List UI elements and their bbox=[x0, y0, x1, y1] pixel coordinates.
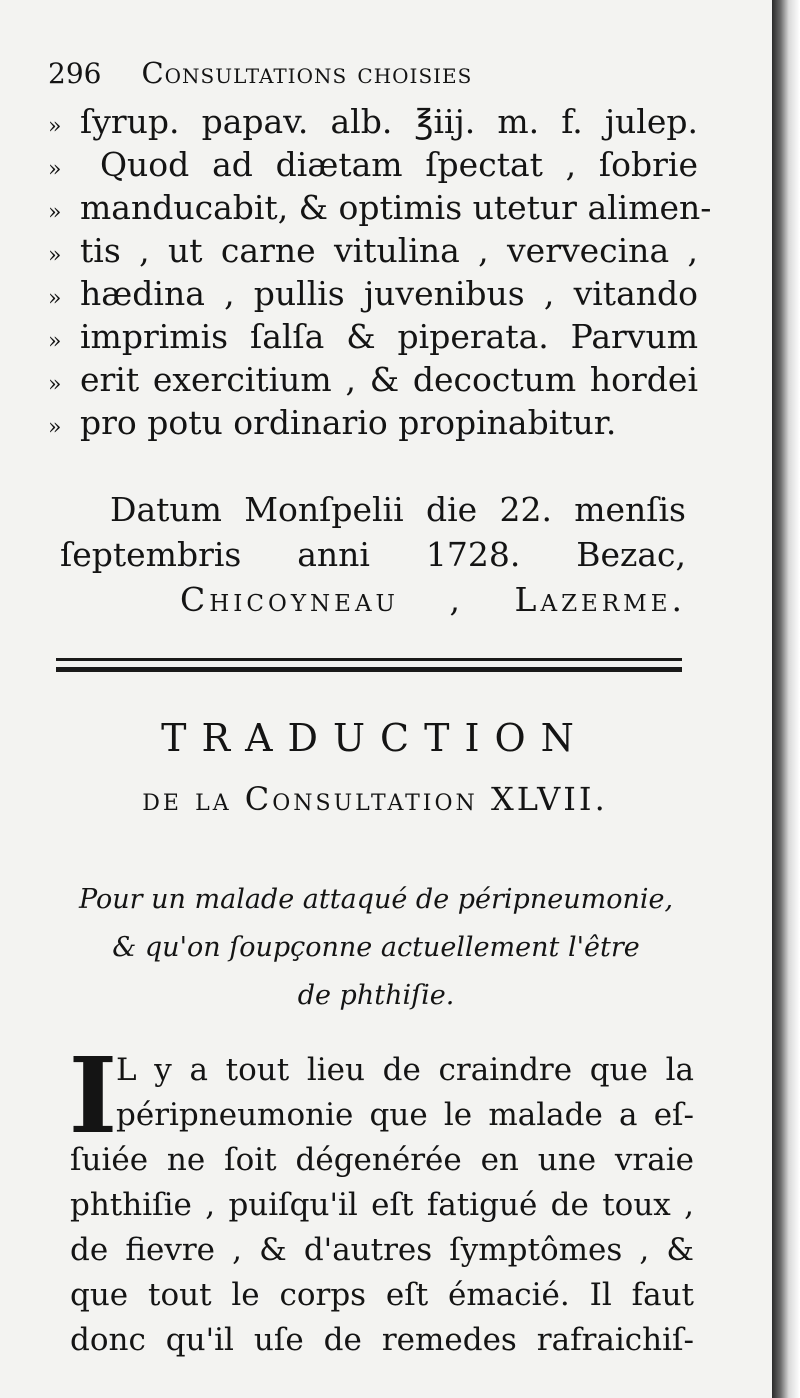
running-head: Consultations choisies bbox=[141, 56, 473, 90]
date-and-signatures bbox=[60, 488, 686, 623]
latin-prescription bbox=[48, 100, 712, 444]
date-line: ſeptembris anni 1728. Bezac, bbox=[60, 535, 686, 574]
signers-line: Chicoyneau , Lazerme. bbox=[180, 580, 686, 619]
text-line: donc qu'il uſe de remedes rafraichiſ- bbox=[70, 1322, 694, 1358]
text-line: » ſyrup. papav. alb. ℥iij. m. f. julep. bbox=[48, 100, 698, 143]
italic-line: de phthiſie. bbox=[297, 980, 455, 1011]
text-line: » erit exercitium , & decoctum hordei bbox=[48, 358, 698, 401]
quote-mark: » bbox=[48, 372, 62, 397]
quote-mark: » bbox=[48, 243, 62, 268]
section-title: TRADUCTION bbox=[161, 716, 589, 760]
page-header bbox=[48, 56, 588, 96]
quote-mark: » bbox=[48, 286, 62, 311]
italic-line: & qu'on ſoupçonne actuellement l'être bbox=[112, 932, 640, 963]
quote-mark: » bbox=[48, 415, 62, 440]
section-subtitle: de la Consultation XLVII. bbox=[142, 780, 608, 818]
book-gutter bbox=[772, 0, 800, 1398]
text-line: que tout le corps eſt émacié. Il faut bbox=[70, 1277, 694, 1313]
text-line: ſuiée ne ſoit dégenérée en une vraie bbox=[70, 1142, 694, 1178]
text-line: péripneumonie que le malade a eſ- bbox=[116, 1097, 694, 1133]
text-line: » hædina , pullis juvenibus , vitando bbox=[48, 272, 698, 315]
text-line: » manducabit, & optimis utetur alimen- bbox=[48, 186, 698, 229]
case-description bbox=[56, 876, 696, 1020]
section-divider bbox=[56, 658, 682, 672]
translation-body bbox=[70, 1048, 694, 1363]
text-line: L y a tout lieu de craindre que la bbox=[116, 1052, 694, 1088]
date-line: Datum Monſpelii die 22. menſis bbox=[110, 490, 686, 529]
quote-mark: » bbox=[48, 200, 62, 225]
italic-line: Pour un malade attaqué de péripneumonie, bbox=[78, 884, 674, 915]
quote-mark: » bbox=[48, 157, 62, 182]
quote-mark: » bbox=[48, 114, 62, 139]
text-line: » Quod ad diætam ſpectat , ſobrie bbox=[48, 143, 698, 186]
drop-cap: I bbox=[68, 1034, 118, 1157]
text-line: » imprimis ſalſa & piperata. Parvum bbox=[48, 315, 698, 358]
quote-mark: » bbox=[48, 329, 62, 354]
text-line: » pro potu ordinario propinabitur. bbox=[48, 401, 698, 444]
page-number: 296 bbox=[48, 57, 102, 90]
text-line: phthiſie , puiſqu'il eſt fatigué de toux , bbox=[70, 1187, 694, 1223]
text-line: » tis , ut carne vitulina , vervecina , bbox=[48, 229, 698, 272]
text-line: de fievre , & d'autres ſymptômes , & bbox=[70, 1232, 694, 1268]
